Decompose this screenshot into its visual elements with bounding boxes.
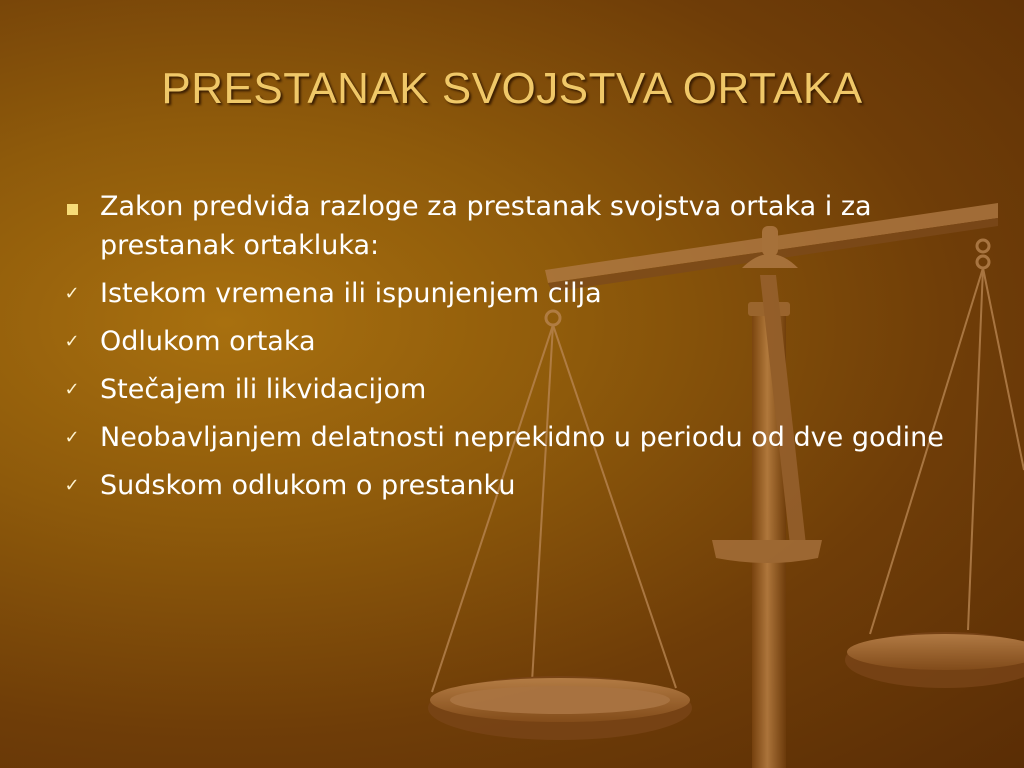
reason-item — [58, 322, 968, 361]
checkmark-icon: ✓ — [64, 427, 80, 448]
bullet-list — [58, 187, 968, 514]
reason-text: Neobavljanjem delatnosti neprekidno u periodu od dve godine — [100, 422, 944, 453]
reason-text: Odlukom ortaka — [100, 326, 316, 357]
intro-text: Zakon predviđa razloge za prestanak svojstva ortaka i za prestanak ortakluka: — [100, 191, 872, 261]
checkmark-icon: ✓ — [64, 475, 80, 496]
reason-text: Istekom vremena ili ispunjenjem cilja — [100, 278, 602, 309]
reason-item — [58, 466, 968, 505]
reason-item — [58, 418, 968, 457]
reason-item — [58, 274, 968, 313]
reason-text: Sudskom odlukom o prestanku — [100, 470, 516, 501]
intro-item — [58, 187, 968, 265]
square-bullet-icon — [61, 187, 83, 226]
checkmark-icon: ✓ — [64, 283, 80, 304]
slide-title: PRESTANAK SVOJSTVA ORTAKA — [161, 64, 863, 113]
reason-item — [58, 370, 968, 409]
reason-text: Stečajem ili likvidacijom — [100, 374, 427, 405]
checkmark-icon: ✓ — [64, 379, 80, 400]
checkmark-icon: ✓ — [64, 331, 80, 352]
